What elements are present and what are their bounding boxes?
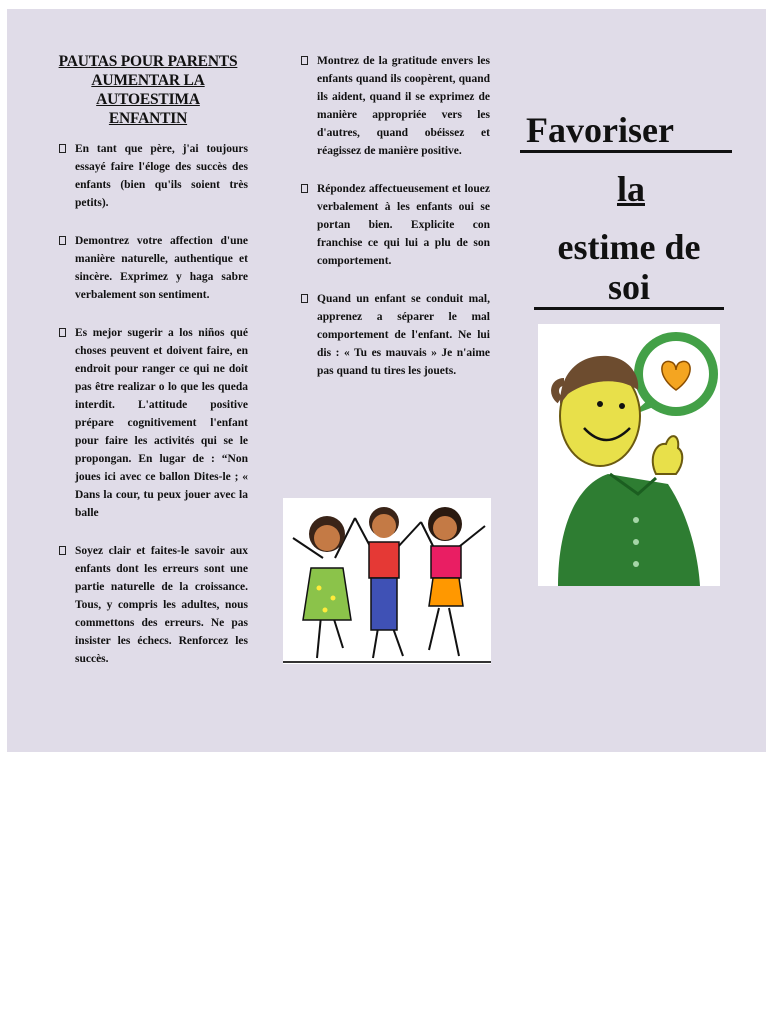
cover-title-line-2: la xyxy=(616,169,645,209)
checkbox-bullet-icon xyxy=(59,144,66,153)
children-holding-hands-illustration xyxy=(283,498,491,664)
list-item-text: Quand un enfant se conduit mal, apprenez a séparer le mal comportement de l'enfant. Ne lui dis : « Tu es mauvais » Je n'aime pas quand tu tires les jouets. xyxy=(317,293,490,377)
list-item xyxy=(300,52,490,160)
checkbox-bullet-icon xyxy=(301,184,308,193)
section-heading xyxy=(48,52,248,128)
cover-title-line-3: estime de soi xyxy=(534,227,724,310)
cover-title-line-1: Favoriser xyxy=(520,110,732,153)
list-item-text: Demontrez votre affection d'une manière naturelle, authentique et sincère. Exprimez y haga sabre verbalement son sentiment. xyxy=(75,235,248,301)
list-item-text: Es mejor sugerir a los niños qué choses peuvent et doivent faire, en endroit pour ranger ce qui ne doit pas être realizar o lo que les queda interdit. L'attitude positive prépare cognitivement l'enfant pour faire les activités qui se le propongan. En lugar de : “Non joues ici avec ce ballon Dites-le ; « Dans la cour, tu peux jouer avec la balle xyxy=(75,327,248,519)
list-item xyxy=(300,290,490,380)
list-item xyxy=(48,232,248,304)
heading-line-1: PAUTAS POUR PARENTS xyxy=(58,53,238,70)
list-item-text: En tant que père, j'ai toujours essayé faire l'éloge des succès des enfants (bien qu'ils soient très petits). xyxy=(75,143,248,209)
middle-column xyxy=(300,52,490,400)
checkbox-bullet-icon xyxy=(59,546,66,555)
smiling-man-heart-bubble-illustration xyxy=(538,324,720,586)
list-item xyxy=(48,324,248,522)
list-item xyxy=(48,140,248,212)
heading-line-3: ENFANTIN xyxy=(108,110,188,127)
checkbox-bullet-icon xyxy=(59,236,66,245)
heading-line-2: AUMENTAR LA AUTOESTIMA xyxy=(91,72,205,108)
cover-title xyxy=(520,110,742,310)
list-item-text: Soyez clair et faites-le savoir aux enfants dont les erreurs sont une partie naturelle de la croissance. Tous, y compris les adultes, nous commettons des erreurs. Ne pas insister les échecs. Renforcez les succès. xyxy=(75,545,248,665)
list-item-text: Montrez de la gratitude envers les enfants quand ils coopèrent, quand ils aident, quand il se exprimez de manière appropriée vers les d'autres, quand obéissez et réagissez de manière positive. xyxy=(317,55,490,157)
checkbox-bullet-icon xyxy=(59,328,66,337)
list-item xyxy=(300,180,490,270)
checkbox-bullet-icon xyxy=(301,294,308,303)
checkbox-bullet-icon xyxy=(301,56,308,65)
list-item-text: Répondez affectueusement et louez verbalement à les enfants oui se portan bien. Explicite con franchise ce qui lui a plu de son comportement. xyxy=(317,183,490,267)
left-column xyxy=(48,52,248,688)
list-item xyxy=(48,542,248,668)
